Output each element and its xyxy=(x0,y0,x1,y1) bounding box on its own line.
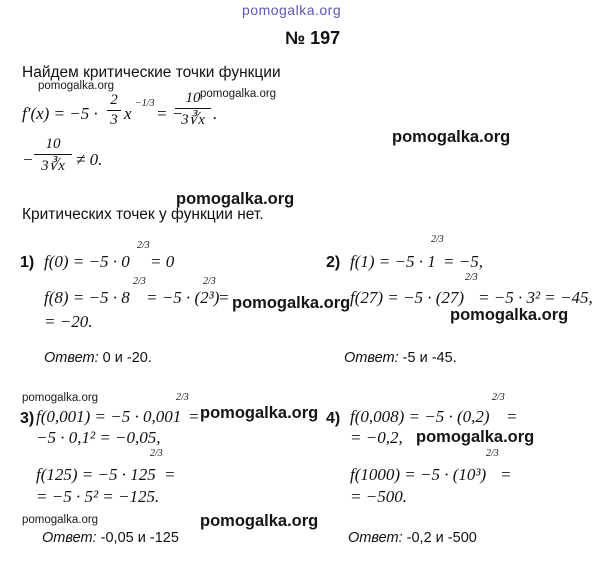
part-1-answer xyxy=(44,350,152,366)
part-2-line1-exp: 2/3 xyxy=(431,234,444,245)
fraction-denominator: 3∛x xyxy=(181,112,205,128)
watermark-small: pomogalka.org xyxy=(22,514,99,526)
answer-value: -0,05 и -125 xyxy=(100,530,179,546)
part-4-line1: f(0,008) = −5 · (0,2) xyxy=(350,407,490,426)
part-1-line2-end: = xyxy=(218,288,230,307)
part-2-line1-end: = −5, xyxy=(443,252,483,271)
watermark-big: pomogalka.org xyxy=(416,428,535,446)
part-2-answer xyxy=(344,350,457,366)
part-2-line2-end: = −5 · 3² = −45, xyxy=(478,288,593,307)
neq-rest: ≠ 0. xyxy=(76,150,103,169)
part-2-line2: f(27) = −5 · (27) xyxy=(350,288,465,307)
part-1-line2-exp2: 2/3 xyxy=(203,276,216,287)
answer-label: Ответ: xyxy=(44,350,99,366)
derivative-x: x xyxy=(124,104,132,123)
part-3-line1-end: = xyxy=(188,407,200,426)
part-3-line3: f(125) = −5 · 125 xyxy=(36,465,156,484)
answer-label: Ответ: xyxy=(348,530,403,546)
no-critical-text: Критических точек у функции нет. xyxy=(22,206,264,223)
intro-text: Найдем критические точки функции xyxy=(22,64,281,81)
watermark-big: pomogalka.org xyxy=(176,190,295,208)
neq-fraction xyxy=(34,136,72,175)
part-1-line2-exp: 2/3 xyxy=(133,276,146,287)
derivative-exponent: −1/3 xyxy=(135,98,155,109)
part-3-line3-end: = xyxy=(164,465,176,484)
part-4-line3-exp: 2/3 xyxy=(486,448,499,459)
derivative-fraction-2 xyxy=(175,90,211,129)
derivative-lhs: f′(x) = −5 · xyxy=(22,104,98,123)
fraction-denominator: 3∛x xyxy=(41,158,65,174)
part-3-line1: f(0,001) = −5 · 0,001 xyxy=(36,407,182,426)
part-1-line1-end: = 0 xyxy=(150,252,175,271)
neq-minus: − xyxy=(22,150,34,169)
fraction-numerator: 10 xyxy=(185,90,201,106)
part-3-answer xyxy=(42,530,179,546)
watermark-big: pomogalka.org xyxy=(200,512,319,530)
part-2-line1: f(1) = −5 · 1 xyxy=(350,252,436,271)
watermark-small: pomogalka.org xyxy=(38,80,115,92)
part-1-line1: f(0) = −5 · 0 xyxy=(44,252,130,271)
part-3-line2: −5 · 0,1² = −0,05, xyxy=(36,428,161,447)
fraction-numerator: 10 xyxy=(45,136,61,152)
watermark-big: pomogalka.org xyxy=(392,128,511,146)
watermark-small: pomogalka.org xyxy=(200,88,277,100)
problem-number: № 197 xyxy=(285,28,341,48)
part-4-number: 4) xyxy=(326,410,341,427)
watermark-top[interactable]: pomogalka.org xyxy=(242,2,342,18)
part-1-line2: f(8) = −5 · 8 xyxy=(44,288,130,307)
part-1-number: 1) xyxy=(20,254,35,271)
part-3-line1-exp: 2/3 xyxy=(176,392,189,403)
part-4-line1-exp: 2/3 xyxy=(492,392,505,403)
watermark-big: pomogalka.org xyxy=(232,294,351,312)
answer-value: -5 и -45. xyxy=(402,350,457,366)
answer-label: Ответ: xyxy=(344,350,399,366)
watermark-small: pomogalka.org xyxy=(22,392,99,404)
part-4-line2: = −0,2, xyxy=(350,428,403,447)
part-1-line3: = −20. xyxy=(44,312,93,331)
watermark-big: pomogalka.org xyxy=(200,404,319,422)
derivative-end: . xyxy=(213,104,218,123)
fraction-numerator: 2 xyxy=(110,92,118,108)
answer-value: -0,2 и -500 xyxy=(406,530,477,546)
part-3-line3-exp: 2/3 xyxy=(150,448,163,459)
part-4-line4: = −500. xyxy=(350,487,407,506)
part-3-number: 3) xyxy=(20,410,35,427)
answer-label: Ответ: xyxy=(42,530,97,546)
part-4-line3: f(1000) = −5 · (10³) xyxy=(350,465,487,484)
part-2-line2-exp: 2/3 xyxy=(465,272,478,283)
part-3-line4: = −5 · 5² = −125. xyxy=(36,487,160,506)
part-4-line1-end: = xyxy=(506,407,518,426)
answer-value: 0 и -20. xyxy=(102,350,152,366)
part-2-number: 2) xyxy=(326,254,341,271)
derivative-fraction xyxy=(107,92,121,129)
part-1-line1-exp: 2/3 xyxy=(137,240,150,251)
part-4-line3-end: = xyxy=(500,465,512,484)
derivative-eq: = − xyxy=(156,104,184,123)
part-4-answer xyxy=(348,530,477,546)
watermark-big: pomogalka.org xyxy=(450,306,569,324)
part-1-line2-mid: = −5 · (2³) xyxy=(146,288,220,307)
fraction-denominator: 3 xyxy=(110,112,118,128)
